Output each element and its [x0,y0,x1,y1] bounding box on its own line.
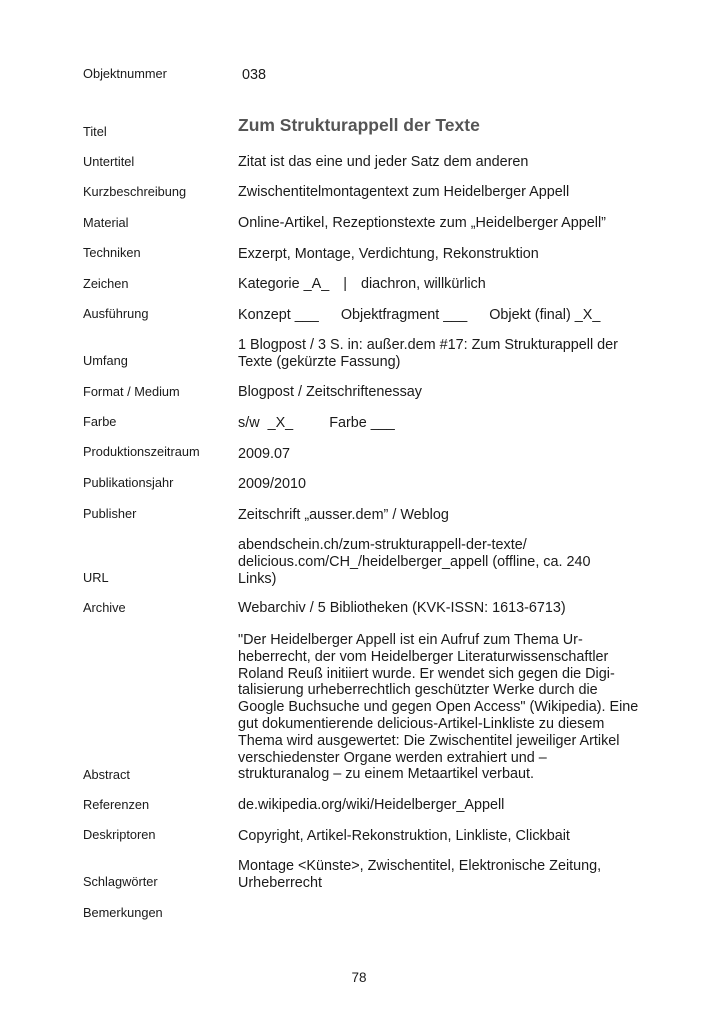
field-label: Untertitel [83,154,135,169]
execution-concept: Konzept ___ [238,307,319,323]
field-label: Ausführung [83,306,149,321]
field-label: Material [83,215,129,230]
field-label: Techniken [83,245,141,260]
field-label: Schlagwörter [83,874,158,889]
field-label: Archive [83,600,126,615]
color-color-option: Farbe ___ [329,415,395,431]
subtitle: Zitat ist das eine und jeder Satz dem anderen [238,154,529,170]
execution-value [238,307,658,324]
field-label: Zeichen [83,276,129,291]
field-label: Referenzen [83,797,150,812]
field-label: Titel [83,124,107,139]
separator: | [343,276,347,292]
sign-type-value: diachron, willkürlich [360,276,486,292]
publisher-value: Zeitschrift „ausser.dem” / Weblog [238,507,449,523]
field-label: Deskriptoren [83,827,156,842]
url-value [238,537,628,587]
field-label: Format / Medium [83,384,180,399]
execution-fragment: Objektfragment ___ [340,307,468,323]
techniques-value: Exzerpt, Montage, Verdichtung, Rekonstruktion [238,246,539,262]
field-label: Produktionszeitraum [83,444,200,459]
object-number: 038 [242,67,267,83]
scope-value: 1 Blogpost / 3 S. in: außer.dem #17: Zum Strukturappell der Texte (gekürzte Fassung) [238,337,618,370]
descriptors-value: Copyright, Artikel-Rekonstruktion, Linkliste, Clickbait [238,828,570,844]
field-label: Publisher [83,506,137,521]
sign-value [238,276,638,293]
publication-year-value: 2009/2010 [238,476,307,492]
field-label: Objektnummer [83,66,167,81]
color-value [238,415,638,432]
field-label: Farbe [83,414,117,429]
production-period-value: 2009.07 [238,446,291,462]
keywords-value: Montage <Künste>, Zwischentitel, Elektronische Zeitung, Urheberrecht [238,858,602,891]
short-description: Zwischentitelmontagentext zum Heidelberger Appell [238,184,570,200]
field-label: URL [83,570,109,585]
document-title: Zum Strukturappell der Texte [238,115,480,135]
abstract-value: "Der Heidelberger Appell ist ein Aufruf zum Thema Urheberrecht, der vom Heidelberger Literaturwissenschaftler Roland Reuß initiiert wurde. Er wendet sich gegen die Digitalisierung urheberrechtlich geschützter Werke durch die Google Buchsuche und gegen Open Access" (Wikipedia). Eine gut dokumentierende delicious-Artikel-Linkliste zu diesem Thema wird ausgewertet: Die Zwischentitel jeweiliger Artikel verschiedenster Organe werden extrahiert und – strukturanalog – zu einem Metaartikel verbaut. [238,632,639,783]
material-value: Online-Artikel, Rezeptionstexte zum „Heidelberger Appell” [238,215,606,231]
field-label: Publikationsjahr [83,475,174,490]
category-value: Kategorie _A_ [238,276,330,292]
page-number: 78 [351,970,367,985]
references-value[interactable]: de.wikipedia.org/wiki/Heidelberger_Appell [238,797,505,813]
field-label: Kurzbeschreibung [83,184,187,199]
field-label: Abstract [83,767,130,782]
field-label: Bemerkungen [83,905,163,920]
field-label: Umfang [83,353,128,368]
format-value: Blogpost / Zeitschriftenessay [238,384,422,400]
url-link-secondary[interactable]: delicious.com/CH_/heidelberger_appell (offline, ca. 240 Links) [238,553,591,587]
execution-final: Objekt (final) _X_ [489,307,601,323]
color-bw-option: s/w _X_ [238,415,294,431]
archive-value: Webarchiv / 5 Bibliotheken (KVK-ISSN: 1613-6713) [238,600,566,616]
url-link-primary[interactable]: abendschein.ch/zum-strukturappell-der-texte/ [238,537,527,553]
